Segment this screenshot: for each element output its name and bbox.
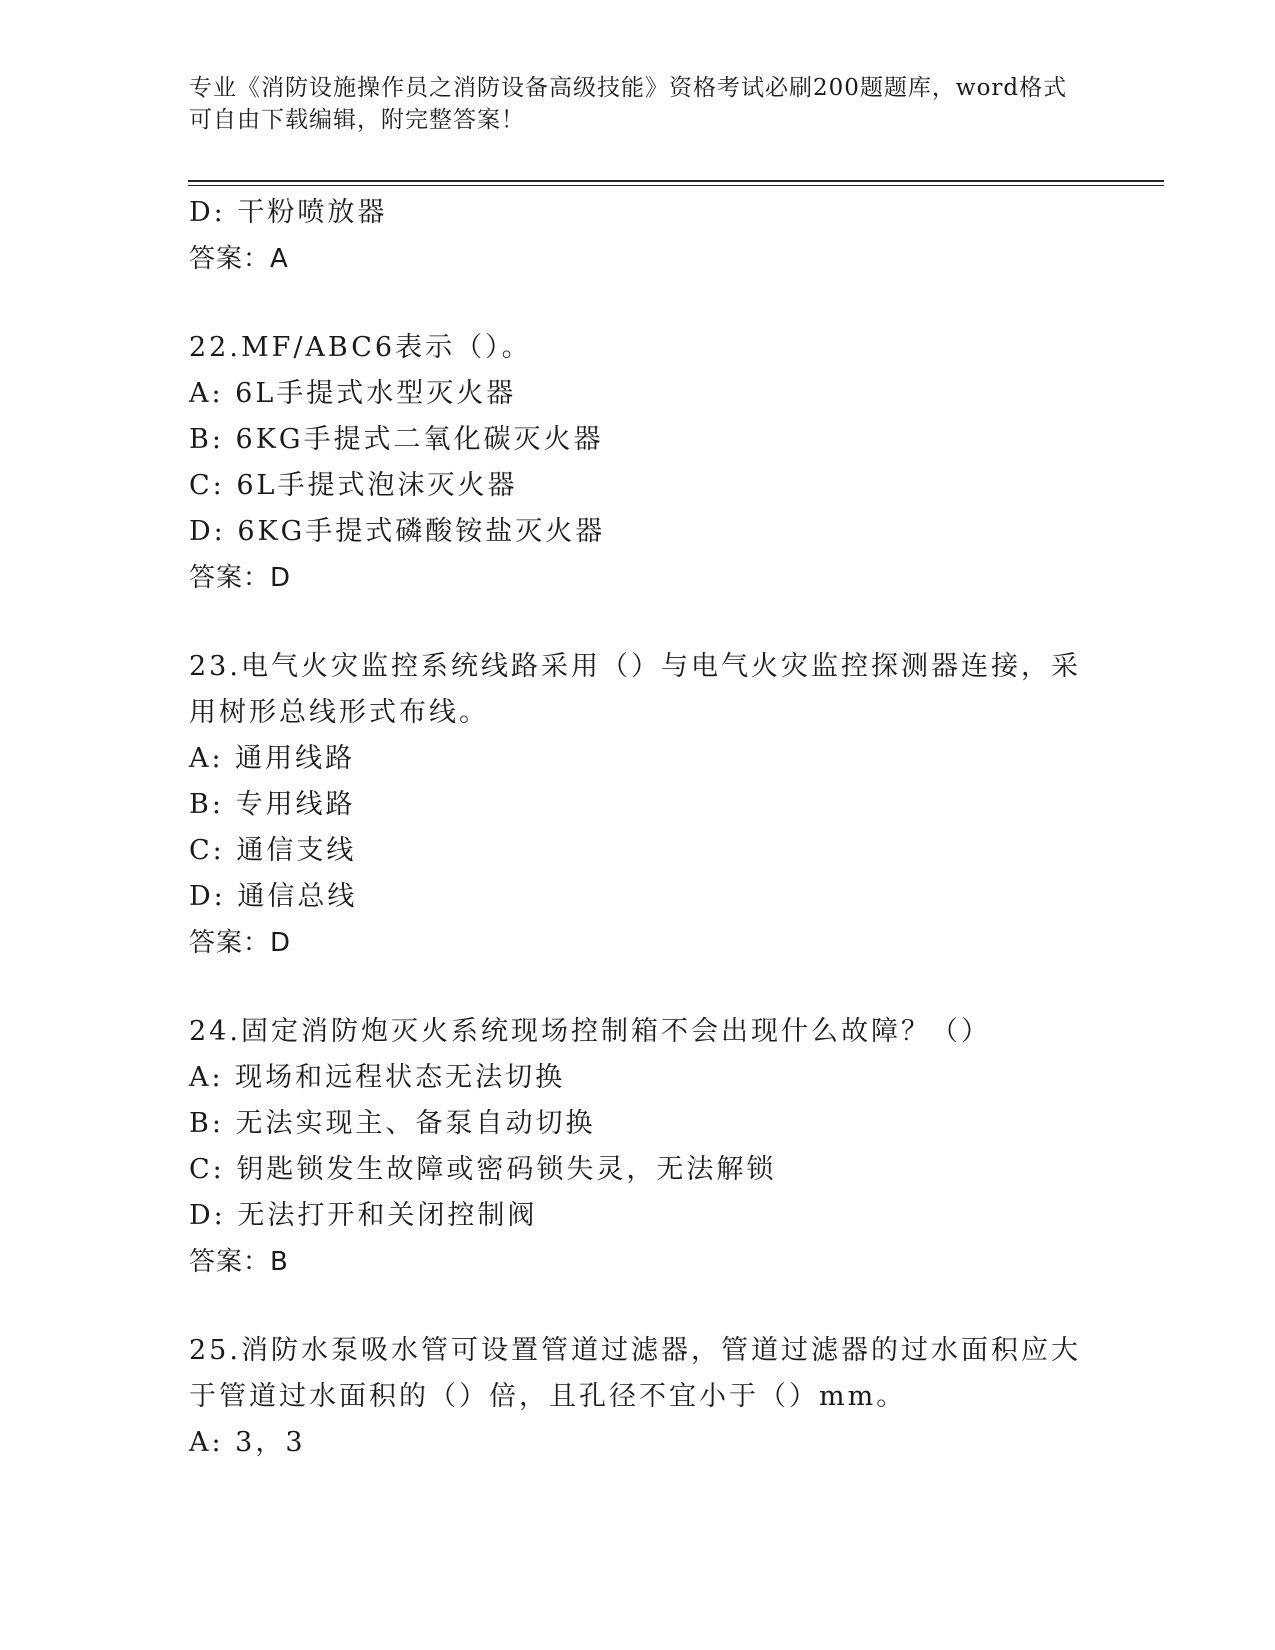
answer-line: 答案：D xyxy=(189,928,292,958)
option-b: B: 6KG手提式二氧化碳灭火器 xyxy=(189,424,604,455)
question-block-24 xyxy=(189,1009,1089,1285)
option-a: A: 6L手提式水型灭火器 xyxy=(189,378,517,409)
question-stem: 22.MF/ABC6表示（）。 xyxy=(189,332,532,363)
option-c: C: 钥匙锁发生故障或密码锁失灵，无法解锁 xyxy=(189,1154,777,1185)
option-c: C: 通信支线 xyxy=(189,835,357,866)
answer-line: 答案：D xyxy=(189,563,292,593)
question-list xyxy=(189,190,1089,1466)
question-block-22 xyxy=(189,325,1089,601)
question-block-25 xyxy=(189,1328,1089,1466)
option-b: B: 专用线路 xyxy=(189,789,356,820)
header-rule-thick xyxy=(188,180,1164,182)
option-c: C: 6L手提式泡沫灭火器 xyxy=(189,470,518,501)
question-stem: 23.电气火灾监控系统线路采用（）与电气火灾监控探测器连接，采用树形总线形式布线。 xyxy=(189,651,1081,728)
question-block-23 xyxy=(189,644,1089,966)
question-stem: 24.固定消防炮灭火系统现场控制箱不会出现什么故障？（） xyxy=(189,1016,991,1047)
option-d: D: 通信总线 xyxy=(189,881,358,912)
question-stem: 25.消防水泵吸水管可设置管道过滤器，管道过滤器的过水面积应大于管道过水面积的（）倍，且孔径不宜小于（）mm。 xyxy=(189,1335,1081,1412)
option-d: D: 干粉喷放器 xyxy=(189,197,388,228)
option-d: D: 6KG手提式磷酸铵盐灭火器 xyxy=(189,516,606,547)
option-a: A: 3，3 xyxy=(189,1427,306,1458)
document-header: 专业《消防设施操作员之消防设备高级技能》资格考试必刷200题题库，word格式可自由下载编辑，附完整答案！ xyxy=(189,75,1068,133)
answer-line: 答案：B xyxy=(189,1247,289,1277)
option-a: A: 通用线路 xyxy=(189,743,356,774)
option-a: A: 现场和远程状态无法切换 xyxy=(189,1062,566,1093)
option-b: B: 无法实现主、备泵自动切换 xyxy=(189,1108,596,1139)
answer-line: 答案：A xyxy=(189,244,289,274)
header-rule-thin xyxy=(188,185,1164,186)
question-block-21-tail xyxy=(189,190,1089,282)
option-d: D: 无法打开和关闭控制阀 xyxy=(189,1200,538,1231)
